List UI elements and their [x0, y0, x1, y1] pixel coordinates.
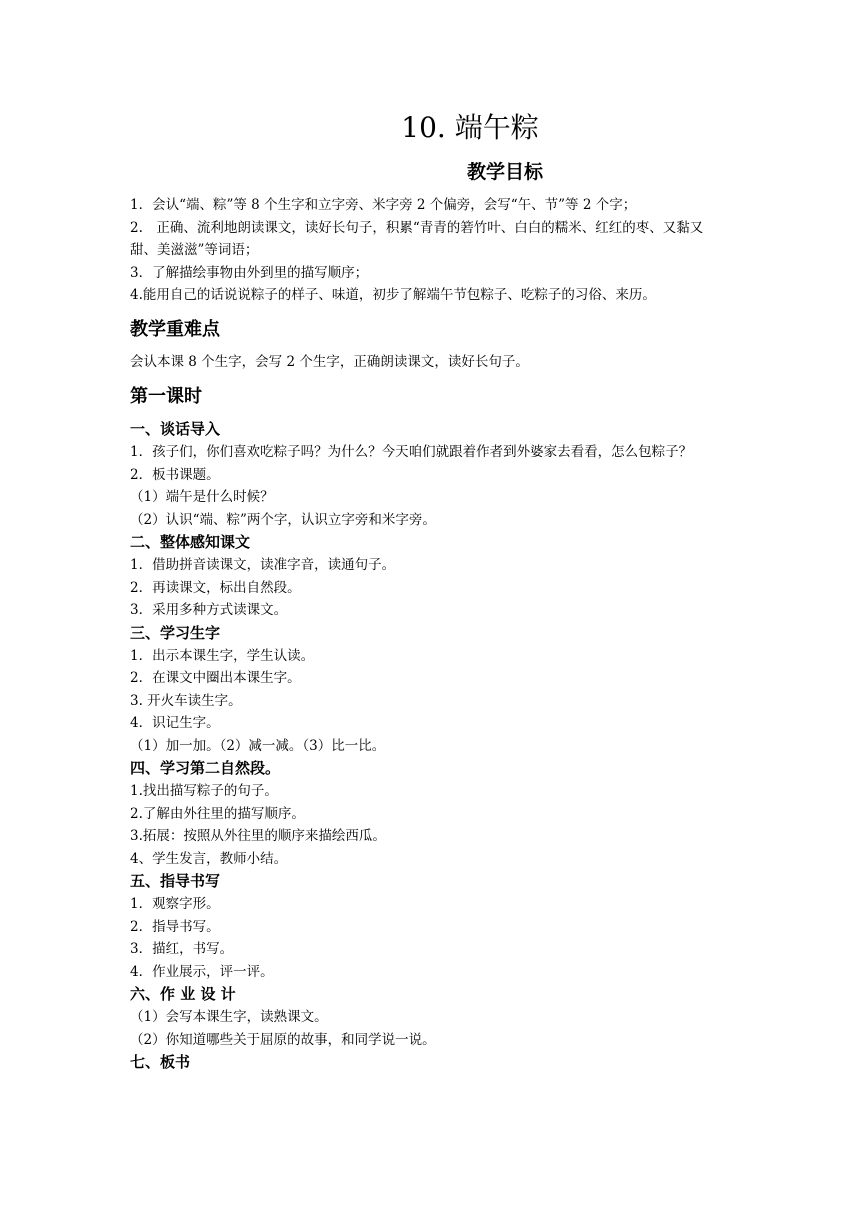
- key-points-text: 会认本课 8 个生字，会写 2 个生字，正确朗读课文，读好长句子。: [130, 354, 529, 370]
- goal-item: 3．了解描绘事物由外到里的描写顺序；: [130, 264, 369, 281]
- section-heading: 四、学习第二自然段。: [130, 759, 281, 777]
- section-line: 2．指导书写。: [130, 918, 220, 935]
- section-line: 1.找出描写粽子的句子。: [130, 783, 278, 799]
- section-heading: 三、学习生字: [130, 623, 221, 642]
- section-line: 1．出示本课生字，学生认读。: [130, 647, 315, 664]
- section-heading: 二、整体感知课文: [130, 533, 251, 551]
- page-title: 10. 端午粽: [401, 111, 539, 144]
- section-line: （2）认识“端、粽”两个字，认识立字旁和米字旁。: [130, 511, 436, 528]
- lesson-section-2: [130, 531, 730, 622]
- section-line: 2．板书课题。: [130, 466, 220, 483]
- section-line: 2．在课文中圈出本课生字。: [130, 670, 301, 686]
- section-line: 4．识记生字。: [130, 715, 220, 731]
- section-line: （1）会写本课生字，读熟课文。: [130, 1009, 328, 1025]
- section-line: 3．采用多种方式读课文。: [130, 602, 288, 618]
- lesson-section-7: [130, 1051, 730, 1074]
- lesson-section-4: [130, 757, 730, 870]
- section-line: （1）端午是什么时候？: [130, 489, 274, 505]
- lesson-section: [130, 382, 730, 1074]
- section-line: 4．作业展示，评一评。: [130, 963, 274, 980]
- lesson-section-3: [130, 622, 730, 758]
- key-points-section: [130, 315, 730, 374]
- section-line: 1．孩子们，你们喜欢吃粽子吗？为什么？今天咱们就跟着作者到外婆家去看看，怎么包粽子？: [130, 444, 693, 460]
- key-points-heading: 教学重难点: [130, 319, 220, 340]
- goal-item: 1．会认“端、粽”等 8 个生字和立字旁、米字旁 2 个偏旁，会写“午、节”等 2 个字；: [130, 197, 637, 213]
- section-line: 3. 开火车读生字。: [130, 692, 242, 709]
- section-heading: 一、谈话导入: [130, 420, 221, 438]
- lesson-section-1: [130, 418, 730, 531]
- section-line: 4、学生发言，教师小结。: [130, 850, 288, 867]
- section-heading: 七、板书: [130, 1053, 191, 1071]
- lesson-section-5: [130, 870, 730, 983]
- section-line: 3.拓展：按照从外往里的顺序来描绘西瓜。: [130, 828, 386, 844]
- section-line: 1．借助拼音读课文，读准字音，读通句子。: [130, 557, 396, 573]
- goals-list: [130, 194, 730, 307]
- section-line: （1）加一加。（2）减一减。（3）比一比。: [130, 737, 386, 754]
- section-line: （2）你知道哪些关于屈原的故事，和同学说一说。: [130, 1031, 436, 1048]
- section-heading: 六、作 业 设 计: [130, 985, 236, 1003]
- goals-heading: 教学目标: [466, 161, 543, 183]
- goal-item: 4.能用自己的话说说粽子的样子、味道，初步了解端午节包粽子、吃粽子的习俗、来历。: [130, 287, 656, 303]
- lesson-heading: 第一课时: [130, 386, 202, 407]
- section-line: 2.了解由外往里的描写顺序。: [130, 805, 305, 822]
- section-line: 3．描红，书写。: [130, 941, 234, 957]
- goal-item: 2. 正确、流利地朗读课文，读好长句子，积累“青青的箬竹叶、白白的糯米、红红的枣、又黏又甜、美滋滋”等词语；: [130, 219, 704, 258]
- section-line: 2．再读课文，标出自然段。: [130, 579, 301, 596]
- lesson-section-6: [130, 983, 730, 1051]
- section-heading: 五、指导书写: [130, 872, 221, 890]
- section-line: 1．观察字形。: [130, 896, 220, 912]
